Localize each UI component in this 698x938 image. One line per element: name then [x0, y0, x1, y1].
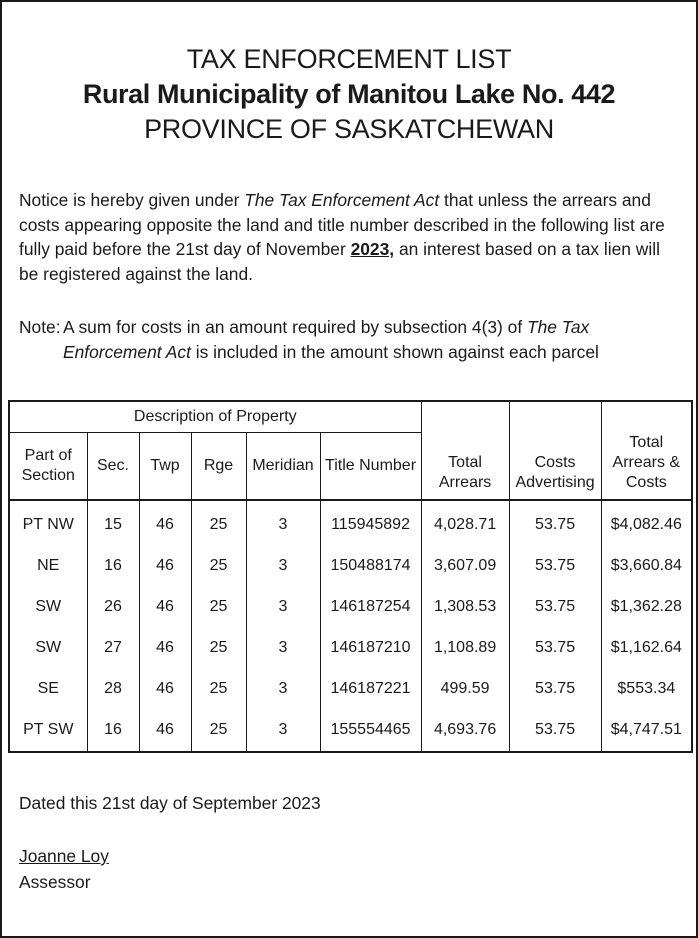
- cell-meridian: 3: [246, 669, 320, 710]
- cell-twp: 46: [139, 546, 191, 587]
- table-row: [9, 669, 692, 710]
- cell-arrears: 4,693.76: [421, 710, 509, 752]
- cell-total: $553.34: [601, 669, 692, 710]
- cell-part: NE: [9, 546, 87, 587]
- page-title: TAX ENFORCEMENT LIST: [186, 44, 512, 74]
- cell-meridian: 3: [246, 710, 320, 752]
- notice-header: [2, 2, 696, 147]
- cell-sec: 26: [87, 587, 139, 628]
- arrears-table-container: [8, 400, 691, 753]
- act-name: The Tax Enforcement Act: [244, 190, 440, 210]
- cell-title: 150488174: [320, 546, 421, 587]
- cell-costs: 53.75: [509, 587, 601, 628]
- notice-text-1: Notice is hereby given under: [19, 190, 245, 210]
- cell-total: $3,660.84: [601, 546, 692, 587]
- description-group-header: Description of Property: [9, 401, 421, 433]
- cell-total: $1,362.28: [601, 587, 692, 628]
- note-label: Note:: [19, 317, 61, 337]
- col-costs-advertising: Costs Advertising: [509, 433, 601, 500]
- cell-part: SW: [9, 587, 87, 628]
- col-meridian: Meridian: [246, 433, 320, 500]
- cell-part: SW: [9, 628, 87, 669]
- cell-arrears: 1,108.89: [421, 628, 509, 669]
- col-twp: Twp: [139, 433, 191, 500]
- cell-costs: 53.75: [509, 546, 601, 587]
- notice-text-2: that unless the arrears and costs appearing opposite the land and title number described in the following list are fully paid before the 21st day of November: [19, 190, 665, 259]
- cell-rge: 25: [191, 710, 246, 752]
- table-row: [9, 710, 692, 752]
- cell-costs: 53.75: [509, 669, 601, 710]
- cell-title: 146187210: [320, 628, 421, 669]
- table-row: [9, 587, 692, 628]
- cell-arrears: 499.59: [421, 669, 509, 710]
- province-name: PROVINCE OF SASKATCHEWAN: [144, 114, 554, 144]
- cell-part: PT SW: [9, 710, 87, 752]
- cell-title: 155554465: [320, 710, 421, 752]
- col-rge: Rge: [191, 433, 246, 500]
- col-title-number: Title Number: [320, 433, 421, 500]
- col-part-of-section: Part of Section: [9, 433, 87, 500]
- notice-footer: [19, 790, 321, 895]
- cell-twp: 46: [139, 500, 191, 546]
- municipality-name: Rural Municipality of Manitou Lake No. 442: [82, 79, 616, 109]
- cell-title: 115945892: [320, 500, 421, 546]
- cell-sec: 28: [87, 669, 139, 710]
- cell-costs: 53.75: [509, 500, 601, 546]
- cell-meridian: 3: [246, 587, 320, 628]
- notice-text-3: an interest based on a tax lien will be registered against the land.: [19, 239, 660, 284]
- cell-twp: 46: [139, 669, 191, 710]
- cell-meridian: 3: [246, 500, 320, 546]
- cell-total: $4,082.46: [601, 500, 692, 546]
- cell-total: $4,747.51: [601, 710, 692, 752]
- cell-arrears: 4,028.71: [421, 500, 509, 546]
- cell-twp: 46: [139, 587, 191, 628]
- cell-rge: 25: [191, 587, 246, 628]
- cell-total: $1,162.64: [601, 628, 692, 669]
- table-row: [9, 500, 692, 546]
- notice-year: 2023,: [350, 239, 395, 259]
- cell-twp: 46: [139, 710, 191, 752]
- col-total-arrears: Total Arrears: [421, 433, 509, 500]
- cell-twp: 46: [139, 628, 191, 669]
- table-row: [9, 546, 692, 587]
- cell-sec: 16: [87, 710, 139, 752]
- cell-rge: 25: [191, 669, 246, 710]
- col-total-arrears-costs: Total Arrears & Costs: [601, 433, 692, 500]
- cell-rge: 25: [191, 628, 246, 669]
- cell-costs: 53.75: [509, 710, 601, 752]
- note-text-2: is included in the amount shown against each parcel: [190, 341, 599, 362]
- col-sec: Sec.: [87, 433, 139, 500]
- signatory-name: Joanne Loy: [19, 846, 109, 866]
- cell-meridian: 3: [246, 546, 320, 587]
- cell-sec: 15: [87, 500, 139, 546]
- cell-costs: 53.75: [509, 628, 601, 669]
- note-act-2: Enforcement Act: [63, 341, 191, 362]
- dated-line: Dated this 21st day of September 2023: [19, 793, 321, 813]
- cell-rge: 25: [191, 500, 246, 546]
- cell-rge: 25: [191, 546, 246, 587]
- cell-title: 146187254: [320, 587, 421, 628]
- cell-arrears: 1,308.53: [421, 587, 509, 628]
- note-act-1: The Tax: [527, 317, 590, 337]
- cell-title: 146187221: [320, 669, 421, 710]
- cell-arrears: 3,607.09: [421, 546, 509, 587]
- note-text-1: A sum for costs in an amount required by subsection 4(3) of: [63, 317, 527, 337]
- notice-paragraph: [19, 188, 683, 286]
- table-row: [9, 628, 692, 669]
- cell-part: SE: [9, 669, 87, 710]
- cell-sec: 27: [87, 628, 139, 669]
- signatory-role: Assessor: [19, 872, 91, 892]
- note-paragraph: [19, 315, 683, 364]
- cell-sec: 16: [87, 546, 139, 587]
- arrears-table: [8, 400, 693, 753]
- cell-part: PT NW: [9, 500, 87, 546]
- cell-meridian: 3: [246, 628, 320, 669]
